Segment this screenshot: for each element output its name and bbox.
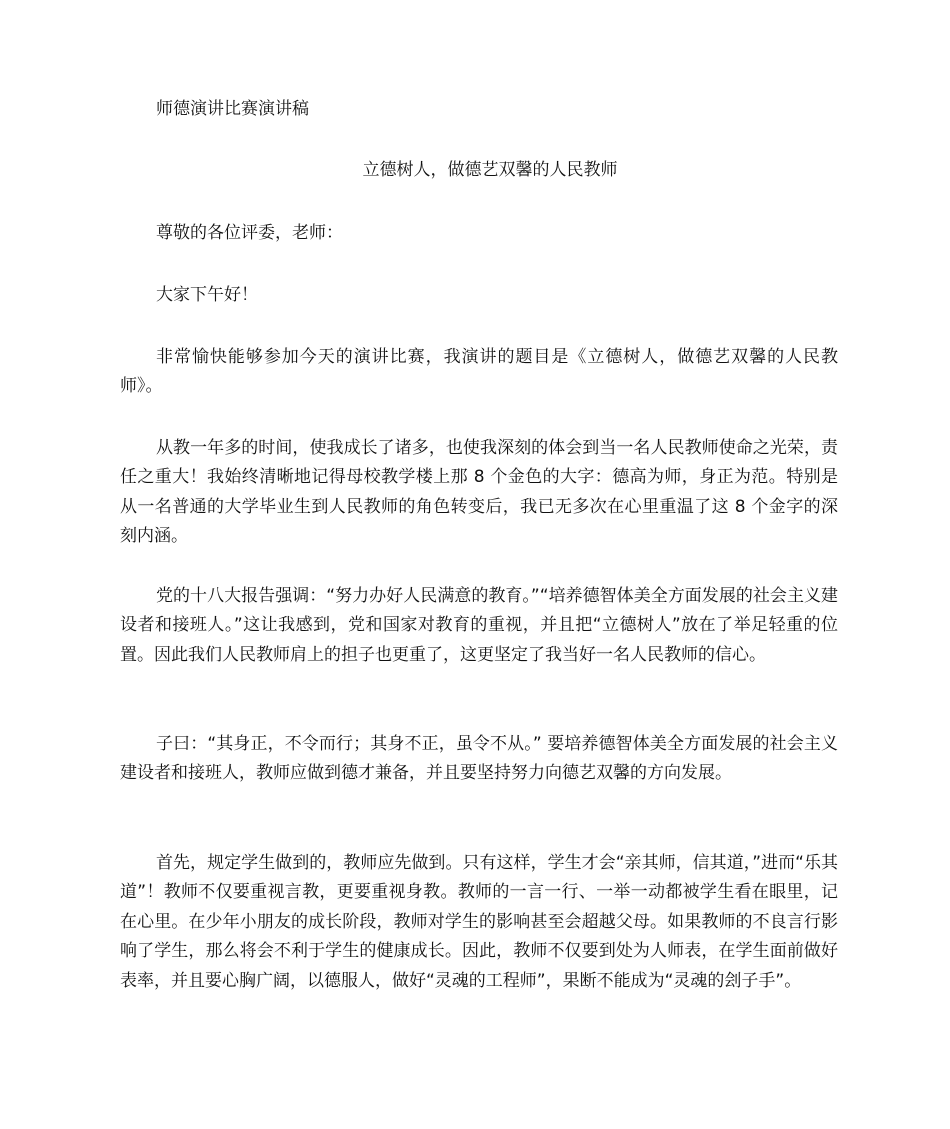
paragraph-3: 党的十八大报告强调：“努力办好人民满意的教育。”“培养德智体美全方面发展的社会主义建设者和接班人。”这让我感到，党和国家对教育的重视，并且把“立德树人”放在了举足轻重的位置。因此我们人民教师肩上的担子也更重了，这更坚定了我当好一名人民教师的信心。 <box>120 586 838 665</box>
header-label: 师德演讲比赛演讲稿 <box>156 99 309 119</box>
paragraph-4: 子曰：“其身正，不令而行；其身不正，虽令不从。” 要培养德智体美全方面发展的社会主义建设者和接班人，教师应做到德才兼备，并且要坚持努力向德艺双馨的方向发展。 <box>120 734 838 784</box>
paragraph-2: 从教一年多的时间，使我成长了诸多，也使我深刻的体会到当一名人民教师使命之光荣，责任之重大！我始终清晰地记得母校教学楼上那 8 个金色的大字：德高为师，身正为范。特别是从一名普通的大学毕业生到人民教师的角色转变后，我已无多次在心里重温了这 8 个金字的深刻内涵。 <box>120 438 838 547</box>
paragraph-5: 首先，规定学生做到的，教师应先做到。只有这样，学生才会“亲其师，信其道，”进而“乐其道”！教师不仅要重视言教，更要重视身教。教师的一言一行、一举一动都被学生看在眼里，记在心里。在少年小朋友的成长阶段，教师对学生的影响甚至会超越父母。如果教师的不良言行影响了学生，那么将会不利于学生的健康成长。因此，教师不仅要到处为人师表，在学生面前做好表率，并且要心胸广阔，以德服人，做好“灵魂的工程师”，果断不能成为“灵魂的刽子手”。 <box>120 853 838 991</box>
paragraph-1: 非常愉快能够参加今天的演讲比赛，我演讲的题目是《立德树人，做德艺双馨的人民教师》。 <box>120 347 838 397</box>
greeting: 大家下午好！ <box>156 285 258 305</box>
document-title: 立德树人，做德艺双馨的人民教师 <box>362 160 618 180</box>
salutation: 尊敬的各位评委，老师： <box>156 223 343 243</box>
